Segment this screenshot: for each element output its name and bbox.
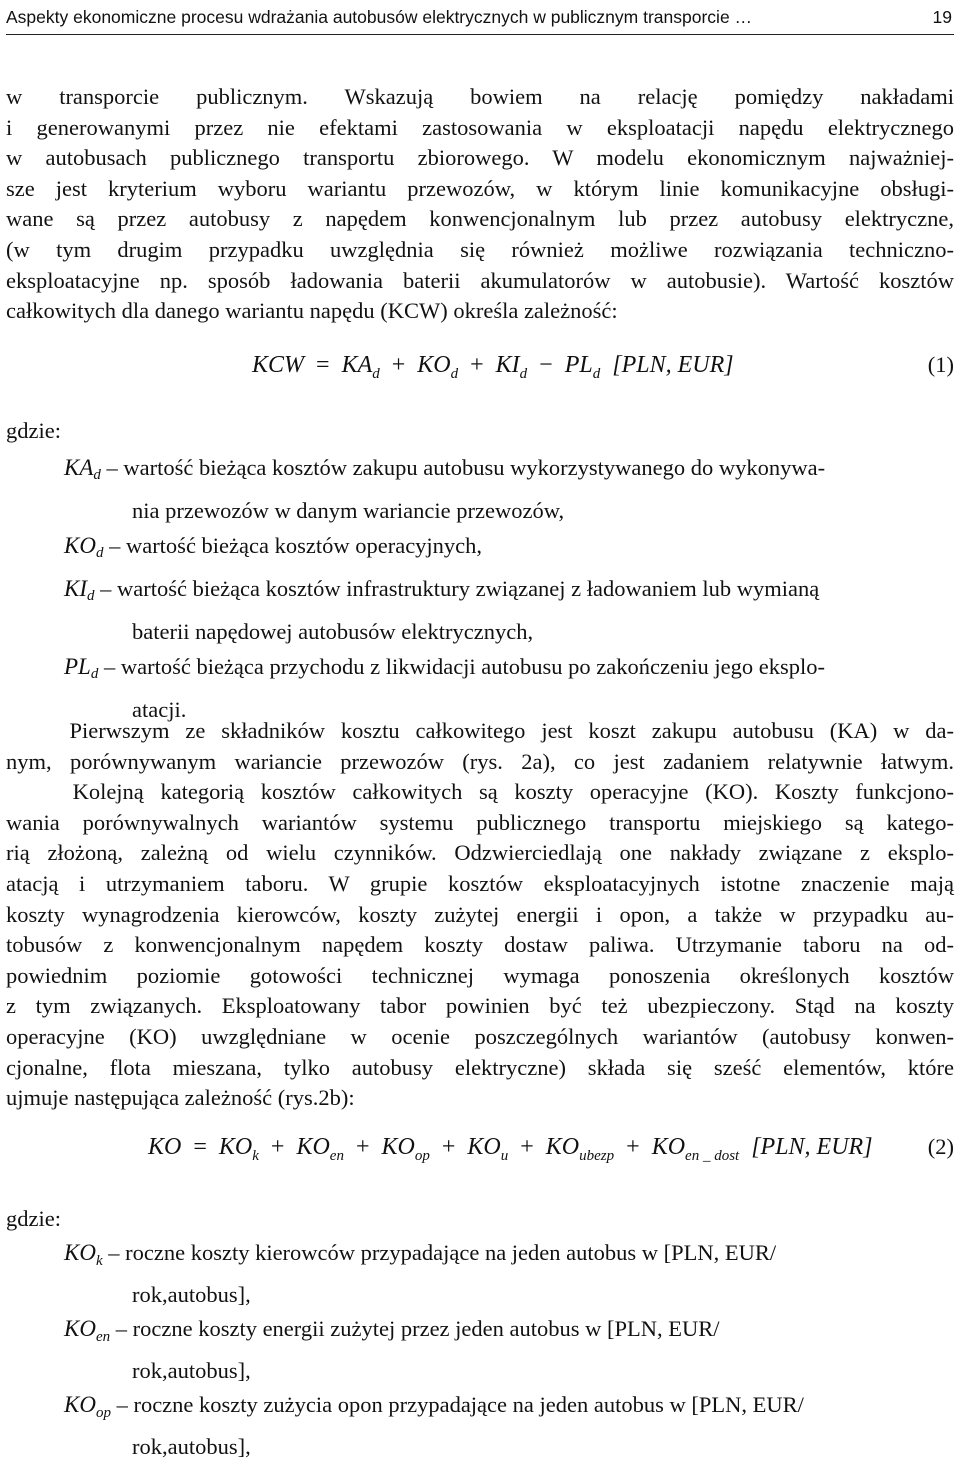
text-line: sze jest kryterium wyboru wariantu przewozów, w którym linie komunikacyjne obsługi- bbox=[6, 175, 954, 201]
eq2-term: KO bbox=[381, 1134, 415, 1160]
definition-continuation: baterii napędowej autobusów elektrycznych, bbox=[132, 619, 534, 644]
eq1-lhs: KCW bbox=[252, 352, 305, 378]
definition-item bbox=[64, 528, 952, 571]
definition-symbol: KAd bbox=[64, 455, 101, 483]
text-line: wane są przez autobusy z napędem konwencjonalnym lub przez autobusy elektryczne, bbox=[6, 206, 954, 232]
where-label: gdzie: bbox=[6, 418, 61, 443]
text-line: rią złożoną, zależną od wielu czynników. Odzwierciedlają one nakłady związane z eksplo- bbox=[6, 840, 954, 866]
eq2-sub: en bbox=[329, 1148, 344, 1164]
text-line: (w tym drugim przypadku uwzględnia się również możliwe rozwiązania techniczno- bbox=[6, 236, 954, 262]
definition-list-2 bbox=[64, 1236, 952, 1464]
paragraph-costs bbox=[6, 716, 954, 1114]
definition-symbol: KOd bbox=[64, 533, 104, 561]
text-line: nym, porównywanym wariancie przewozów (rys. 2a), co jest zadaniem relatywnie łatwym. bbox=[6, 748, 954, 774]
document-page: Aspekty ekonomiczne procesu wdrażania autobusów elektrycznych w publicznym transporcie … 19 w transporcie publicznym. Wskazują bowiem na relację pomiędzy nakładami i generowanymi przez nie efektami zastosowania w eksploatacji napędu elektrycznego w autobusach publicznego transportu zbiorowego. W modelu ekonomicznym najważniej- sze jest kryterium wyboru wariantu przewozów, w którym linie komunikacyjne obsługi- wane są przez autobusy z napędem konwencjonalnym lub przez autobusy elektryczne, (w tym drugim przypadku uwzględnia się również możliwe rozwiązania techniczno- eksploatacyjne np. sposób ładowania baterii akumulatorów w autobusie). Wartość kosztów całkowitych dla danego wariantu napędu (KCW) określa zależność: KCW = $KA_d + KO_d + KI_d - PL_d$ [PLN, EUR] (1) gdzie: KAd – wartość bieżąca kosztów zakupu autobusu wykorzystywanego do wykonywa- nia przewozów w danym wariancie przewozów, KOd – wartość bieżąca kosztów operacyjnych, KId – wartość bieżąca kosztów infrastruktury związanej z ładowaniem lub wymianą baterii napędowej autobusów elektrycznych, PLd – wartość bieżąca przychodu z likwidacji autobusu po zakończeniu jego eksplo- atacji. Pierwszym ze składników kosztu całkowitego jest koszt zakupu autobusu (KA) w da- nym, porównywanym wariancie przewozów (rys. 2a), co jest zadaniem relatywnie łatwym. Kolejną kategorią kosztów całkowitych są koszty operacyjne (KO). Koszty funkcjono- wania porównywalnych wariantów systemu publicznego transportu miejskiego są katego- rią złożoną, zależną od wielu czynników. Odzwierciedlają one nakłady związane z eksplo- atacją i utrzymaniem taboru. W grupie kosztów eksploatacyjnych istotne znaczenie mają koszty wynagrodzenia kierowców, koszty zużytej energii i opon, a także w przypadku au- tobusów z konwencjonalnym napędem koszty dostaw paliwa. Utrzymanie taboru na od- powiednim poziomie gotowości technicznej wymaga ponoszenia określonych kosztów z tym związanych. Eksploatowany tabor powinien być też ubezpieczony. Stąd na koszty operacyjne (KO) uwzględniane w ocenie poszczególnych wariantów (autobusy konwen- cjonalne, flota mieszana, tylko autobusy elektryczne) składa się sześć elementów, które ujmuje następująca zależność (rys.2b): KO = $KO_k + KO_{en} + KO_{op} + KO_u + KO_{ubezp} + KO_{en \_ dost}$ [PLN, EUR] (2) gdzie: $KO_k$ – roczne koszty kierowców przypadające na jeden autobus w [PLN, EUR/ rok,autobus], $KO_{en}$ – roczne koszty energii zużytej przez jeden autobus w [PLN, EUR/ rok,autobus], $KO_{op}$ – roczne koszty zużycia opon przypadające na jeden autobus w [PLN, EUR/ rok,autobus], bbox=[0, 0, 960, 1440]
eq2-unit: [PLN, EUR] bbox=[751, 1134, 873, 1160]
text-line: wania porównywalnych wariantów systemu publicznego transportu miejskiego są katego- bbox=[6, 809, 954, 835]
definition-continuation: nia przewozów w danym wariancie przewozów, bbox=[132, 498, 565, 523]
eq1-sub: d bbox=[519, 366, 528, 382]
eq1-sub: d bbox=[592, 366, 601, 382]
text-line: w transporcie publicznym. Wskazują bowiem na relację pomiędzy nakładami bbox=[6, 84, 954, 109]
eq2-sub: u bbox=[500, 1148, 509, 1164]
page-number: 19 bbox=[932, 7, 952, 27]
definition-text: – roczne koszty zużycia opon przypadające na jeden autobus w [PLN, EUR/ bbox=[116, 1392, 804, 1417]
text-line: Pierwszym ze składników kosztu całkowitego jest koszt zakupu autobusu (KA) w da- bbox=[6, 718, 954, 743]
eq2-sub: en _ dost bbox=[685, 1148, 740, 1164]
definition-continuation: atacji. bbox=[132, 697, 187, 722]
text-line: koszty wynagrodzenia kierowców, koszty zużytej energii i opon, a także w przypadku au- bbox=[6, 901, 954, 927]
definition-text: – wartość bieżąca kosztów infrastruktury związanej z ładowaniem lub wymianą bbox=[100, 576, 820, 601]
eq2-sub: op bbox=[414, 1148, 430, 1164]
paragraph-intro bbox=[6, 82, 954, 327]
definition-continuation: rok,autobus], bbox=[132, 1358, 251, 1383]
definition-text: – roczne koszty energii zużytej przez jeden autobus w [PLN, EUR/ bbox=[115, 1316, 720, 1341]
header-title: Aspekty ekonomiczne procesu wdrażania autobusów elektrycznych w publicznym transporcie … bbox=[6, 7, 753, 27]
text-line: tobusów z konwencjonalnym napędem koszty dostaw paliwa. Utrzymanie taboru na od- bbox=[6, 932, 954, 958]
definition-item bbox=[64, 450, 952, 528]
where-label: gdzie: bbox=[6, 1206, 61, 1231]
eq1-sub: d bbox=[450, 366, 459, 382]
eq2-sub: k bbox=[252, 1148, 259, 1164]
definition-continuation: rok,autobus], bbox=[132, 1282, 251, 1307]
equation-number: (1) bbox=[927, 352, 954, 377]
eq2-term: KO bbox=[545, 1134, 580, 1160]
eq2-term: KO bbox=[218, 1134, 253, 1160]
definition-symbol: KId bbox=[64, 576, 95, 604]
text-line: eksploatacyjne np. sposób ładowania baterii akumulatorów w autobusie). Wartość kosztów bbox=[6, 267, 954, 293]
eq2-term: KO bbox=[651, 1134, 686, 1160]
eq1-unit: [PLN, EUR] bbox=[612, 352, 734, 378]
definition-item bbox=[64, 571, 952, 649]
text-line: cjonalne, flota mieszana, tylko autobusy elektryczne) składa się sześć elementów, które bbox=[6, 1054, 954, 1080]
text-line: w autobusach publicznego transportu zbiorowego. W modelu ekonomicznym najważniej- bbox=[6, 145, 954, 171]
eq2-lhs: KO bbox=[148, 1134, 182, 1160]
definition-text: – wartość bieżąca przychodu z likwidacji autobusu po zakończeniu jego eksplo- bbox=[103, 654, 825, 679]
eq1-sub: d bbox=[372, 366, 380, 382]
eq1-term: PL bbox=[564, 352, 593, 378]
eq2-sub: ubezp bbox=[579, 1148, 615, 1164]
equation-number: (2) bbox=[927, 1134, 954, 1159]
running-header bbox=[6, 0, 954, 35]
text-line: i generowanymi przez nie efektami zastosowania w eksploatacji napędu elektrycznego bbox=[6, 114, 954, 140]
eq1-term: KO bbox=[417, 352, 451, 378]
definition-text: – wartość bieżąca kosztów operacyjnych, bbox=[109, 533, 483, 558]
text-line: ujmuje następująca zależność (rys.2b): bbox=[6, 1085, 355, 1111]
text-line: atacją i utrzymaniem taboru. W grupie kosztów eksploatacyjnych istotne znaczenie mają bbox=[6, 870, 954, 896]
definition-item bbox=[64, 1236, 952, 1312]
definition-text: – wartość bieżąca kosztów zakupu autobusu wykorzystywanego do wykonywa- bbox=[106, 455, 826, 480]
definition-symbol: $KO_k$ bbox=[64, 1240, 103, 1269]
definition-text: – roczne koszty kierowców przypadające na jeden autobus w [PLN, EUR/ bbox=[108, 1240, 777, 1265]
definition-symbol: $KO_{op}$ bbox=[64, 1392, 111, 1421]
eq2-term: KO bbox=[467, 1134, 501, 1160]
text-line: całkowitych dla danego wariantu napędu (KCW) określa zależność: bbox=[6, 298, 618, 324]
definition-item bbox=[64, 1388, 952, 1464]
text-line: powiednim poziomie gotowości technicznej wymaga ponoszenia określonych kosztów bbox=[6, 962, 954, 988]
text-line: operacyjne (KO) uwzględniane w ocenie poszczególnych wariantów (autobusy konwen- bbox=[6, 1023, 954, 1049]
definition-item bbox=[64, 1312, 952, 1388]
eq1-term: KA bbox=[341, 352, 373, 378]
eq2-term: KO bbox=[296, 1134, 330, 1160]
definition-continuation: rok,autobus], bbox=[132, 1434, 251, 1459]
eq1-term: KI bbox=[495, 352, 520, 378]
definition-symbol: PLd bbox=[64, 654, 99, 682]
definition-list-1 bbox=[64, 450, 952, 727]
definition-symbol: $KO_{en}$ bbox=[64, 1316, 111, 1345]
text-line: z tym związanych. Eksploatowany tabor powinien być też ubezpieczony. Stąd na koszty bbox=[6, 993, 954, 1019]
text-line: Kolejną kategorią kosztów całkowitych są koszty operacyjne (KO). Koszty funkcjono- bbox=[6, 779, 954, 805]
